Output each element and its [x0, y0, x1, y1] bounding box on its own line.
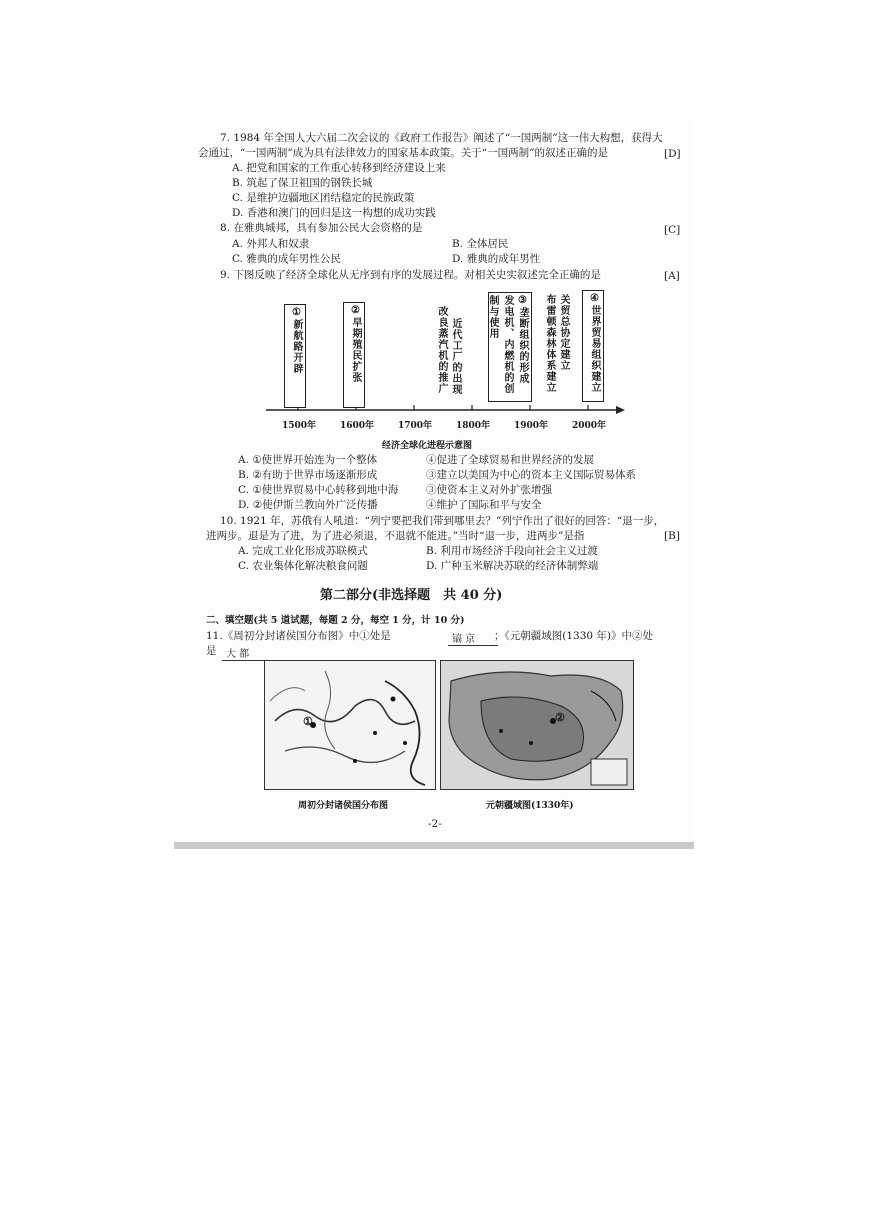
q9-option-b-right: ③建立以美国为中心的资本主义国际贸易体系	[426, 469, 636, 481]
q8-option-d: D. 雅典的成年男性	[452, 253, 541, 265]
scanned-exam-page	[176, 118, 694, 846]
timeline-label-bretton-woods: 布雷顿森林体系建立	[544, 294, 555, 393]
zhou-map-drawing	[265, 661, 435, 789]
tick-1800: 1800年	[456, 421, 491, 431]
q11-blank-2: 大 都	[222, 645, 268, 661]
tick-1600: 1600年	[340, 421, 375, 431]
q7-option-b: B. 筑起了保卫祖国的钢铁长城	[232, 177, 373, 189]
q10-option-d: D. 广种玉米解决苏联的经济体制弊端	[426, 560, 599, 572]
q9-option-a-left: A. ①使世界开始连为一个整体	[238, 454, 378, 466]
tick-1700: 1700年	[398, 421, 433, 431]
timeline-label-factory: 近代工厂的出现	[450, 318, 461, 395]
timeline-box-3: ③垄断组织的形成 发电机、内燃机的创制与使用	[488, 292, 532, 402]
q10-stem: 10. 1921 年，苏俄有人吼道：“列宁要把我们带到哪里去？”列宁作出了很好的回答：“退一步，	[220, 515, 665, 527]
q9-option-a-right: ④促进了全球贸易和世界经济的发展	[426, 454, 594, 466]
timeline-label-steam-engine: 改良蒸汽机的推广	[436, 306, 447, 394]
q9-option-c-left: C. ①使世界贸易中心转移到地中海	[238, 484, 399, 496]
q11-stem-c: 是	[206, 645, 217, 657]
q8-option-a: A. 外邦人和奴隶	[232, 238, 310, 250]
timeline-caption: 经济全球化进程示意图	[382, 441, 473, 451]
q8-stem: 8. 在雅典城邦，具有参加公民大会资格的是	[220, 222, 423, 234]
map2-marker-2: ②	[555, 711, 565, 724]
timeline-box-3-subtext: 发电机、内燃机的创制与使用	[487, 295, 513, 394]
q9-answer: [A]	[664, 270, 680, 282]
timeline-label-gatt: 关贸总协定建立	[558, 294, 569, 371]
q7-option-c: C. 是维护边疆地区团结稳定的民族政策	[232, 192, 415, 204]
q8-answer: [C]	[664, 224, 681, 236]
q8-option-c: C. 雅典的成年男性公民	[232, 253, 341, 265]
q9-option-c-right: ③使资本主义对外扩张增强	[426, 484, 552, 496]
tick-2000: 2000年	[572, 421, 607, 431]
yuan-map-drawing	[441, 661, 633, 789]
map1-caption: 周初分封诸侯国分布图	[298, 801, 389, 811]
yuan-territory-map	[440, 660, 634, 790]
q11-stem-b: ；《元朝疆域图(1330 年)》中②处	[494, 630, 654, 642]
map1-marker-1: ①	[303, 715, 313, 728]
q10-answer: [B]	[664, 530, 680, 542]
q8-option-b: B. 全体居民	[452, 238, 509, 250]
timeline-box-2: ②早期殖民扩张	[343, 302, 365, 408]
q11-blank-1: 镐 京	[448, 630, 498, 646]
q7-answer: [D]	[664, 148, 681, 160]
q9-option-d-left: D. ②使伊斯兰教向外广泛传播	[238, 499, 378, 511]
q9-option-b-left: B. ②有助于世界市场逐渐形成	[238, 469, 378, 481]
zhou-vassal-map	[264, 660, 436, 790]
q11-stem-a: 11.《周初分封诸侯国分布图》中①处是	[206, 630, 391, 642]
map2-caption: 元朝疆域图(1330年)	[486, 801, 574, 811]
timeline-box-4: ④世界贸易组织建立	[582, 290, 604, 402]
tick-1900: 1900年	[514, 421, 549, 431]
part2-title: 第二部分(非选择题 共 40 分)	[320, 588, 503, 603]
timeline-box-1: ①新航路开辟	[284, 304, 306, 408]
part2-section-heading: 二、填空题(共 5 道试题，每题 2 分，每空 1 分，计 10 分)	[206, 615, 465, 626]
q7-stem-continued: 会通过，“一国两制”成为具有法律效力的国家基本政策。关于“一国两制”的叙述正确的是	[198, 147, 608, 159]
q9-stem: 9. 下图反映了经济全球化从无序到有序的发展过程。对相关史实叙述完全正确的是	[220, 269, 601, 281]
q7-stem: 7. 1984 年全国人大六届二次会议的《政府工作报告》阐述了“一国两制”这一伟大构想，获得大	[220, 132, 663, 144]
q10-option-a: A. 完成工业化形成苏联模式	[238, 545, 368, 557]
q10-stem-continued: 进两步。退是为了进，为了进必须退，不退就不能进。”当时“退一步，进两步”是指	[206, 530, 585, 542]
scan-bottom-border	[174, 842, 694, 849]
q9-option-d-right: ④维护了国际和平与安全	[426, 499, 542, 511]
q10-option-b: B. 利用市场经济手段向社会主义过渡	[426, 545, 598, 557]
page-number: -2-	[428, 818, 442, 830]
q7-option-a: A. 把党和国家的工作重心转移到经济建设上来	[232, 162, 446, 174]
q10-option-c: C. 农业集体化解决粮食问题	[238, 560, 368, 572]
tick-1500: 1500年	[282, 421, 317, 431]
q7-option-d: D. 香港和澳门的回归是这一构想的成功实践	[232, 207, 436, 219]
